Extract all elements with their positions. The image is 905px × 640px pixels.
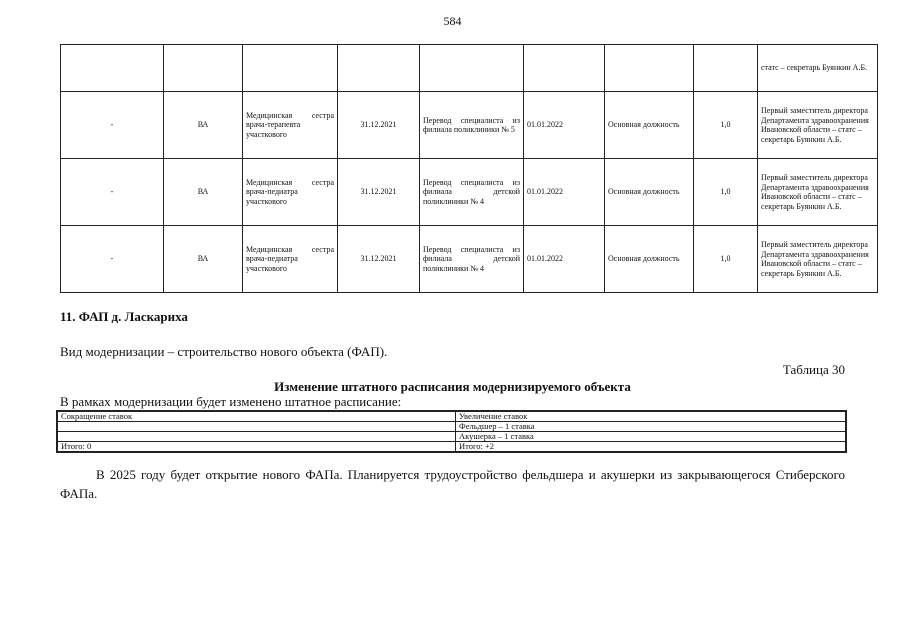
position-cell: Медицинская сестра врача-педиатра участкового	[243, 159, 338, 226]
type-cell: Основная должность	[605, 92, 694, 159]
dash-cell: -	[61, 159, 164, 226]
reason-cell: Перевод специалиста из филиала детской поликлиники № 4	[420, 226, 524, 293]
increase-cell: Акушерка – 1 ставка	[456, 432, 846, 442]
date-cell: 01.01.2022	[524, 92, 605, 159]
table-number: Таблица 30	[782, 362, 845, 377]
dash-cell: -	[61, 92, 164, 159]
staff-change-table	[57, 411, 846, 452]
date-cell: 31.12.2021	[338, 92, 420, 159]
position-cell: Медицинская сестра врача-педиатра участкового	[243, 226, 338, 293]
total-reduction: Итого: 0	[58, 442, 456, 452]
approver-cell: Первый заместитель директора Департамента здравоохранения Ивановской области – статс – секретарь Буянкин А.Б.	[758, 92, 878, 159]
rate-cell: 1,0	[694, 92, 758, 159]
approver-cell: статс – секретарь Буянкин А.Б.	[758, 45, 878, 92]
section-heading: 11. ФАП д. Ласкариха	[60, 309, 188, 324]
table-row	[61, 159, 878, 226]
code-cell: ВА	[164, 92, 243, 159]
approver-cell: Первый заместитель директора Департамента здравоохранения Ивановской области – статс – секретарь Буянкин А.Б.	[758, 159, 878, 226]
table-row	[61, 92, 878, 159]
reduction-cell	[58, 432, 456, 442]
code-cell: ВА	[164, 159, 243, 226]
increase-cell: Фельдшер – 1 ставка	[456, 422, 846, 432]
closing-paragraph: В 2025 году будет открытие нового ФАПа. Планируется трудоустройство фельдшера и акушерки из закрывающегося Стиберского ФАПа.	[60, 467, 845, 501]
header-reduction: Сокращение ставок	[58, 412, 456, 422]
approver-cell: Первый заместитель директора Департамента здравоохранения Ивановской области – статс – секретарь Буянкин А.Б.	[758, 226, 878, 293]
dash-cell: -	[61, 226, 164, 293]
intro-text: В рамках модернизации будет изменено штатное расписание:	[60, 394, 402, 409]
rate-cell: 1,0	[694, 159, 758, 226]
modernization-type: Вид модернизации – строительство нового объекта (ФАП).	[60, 344, 388, 359]
reason-cell: Перевод специалиста из филиала поликлиники № 5	[420, 92, 524, 159]
type-cell: Основная должность	[605, 226, 694, 293]
type-cell: Основная должность	[605, 159, 694, 226]
position-cell: Медицинская сестра врача-терапевта участкового	[243, 92, 338, 159]
table-row	[61, 45, 878, 92]
date-cell: 01.01.2022	[524, 159, 605, 226]
header-increase: Увеличение ставок	[456, 412, 846, 422]
reduction-cell	[58, 422, 456, 432]
date-cell: 31.12.2021	[338, 226, 420, 293]
date-cell: 31.12.2021	[338, 159, 420, 226]
table-title: Изменение штатного расписания модернизируемого объекта	[274, 379, 631, 394]
table-row	[61, 226, 878, 293]
reason-cell: Перевод специалиста из филиала детской поликлиники № 4	[420, 159, 524, 226]
date-cell: 01.01.2022	[524, 226, 605, 293]
table-row	[58, 422, 846, 432]
rate-cell: 1,0	[694, 226, 758, 293]
table-header-row	[58, 412, 846, 422]
total-increase: Итого: +2	[456, 442, 846, 452]
page-number: 584	[443, 14, 462, 28]
table-row	[58, 432, 846, 442]
table-total-row	[58, 442, 846, 452]
staffing-table	[60, 44, 878, 293]
code-cell: ВА	[164, 226, 243, 293]
